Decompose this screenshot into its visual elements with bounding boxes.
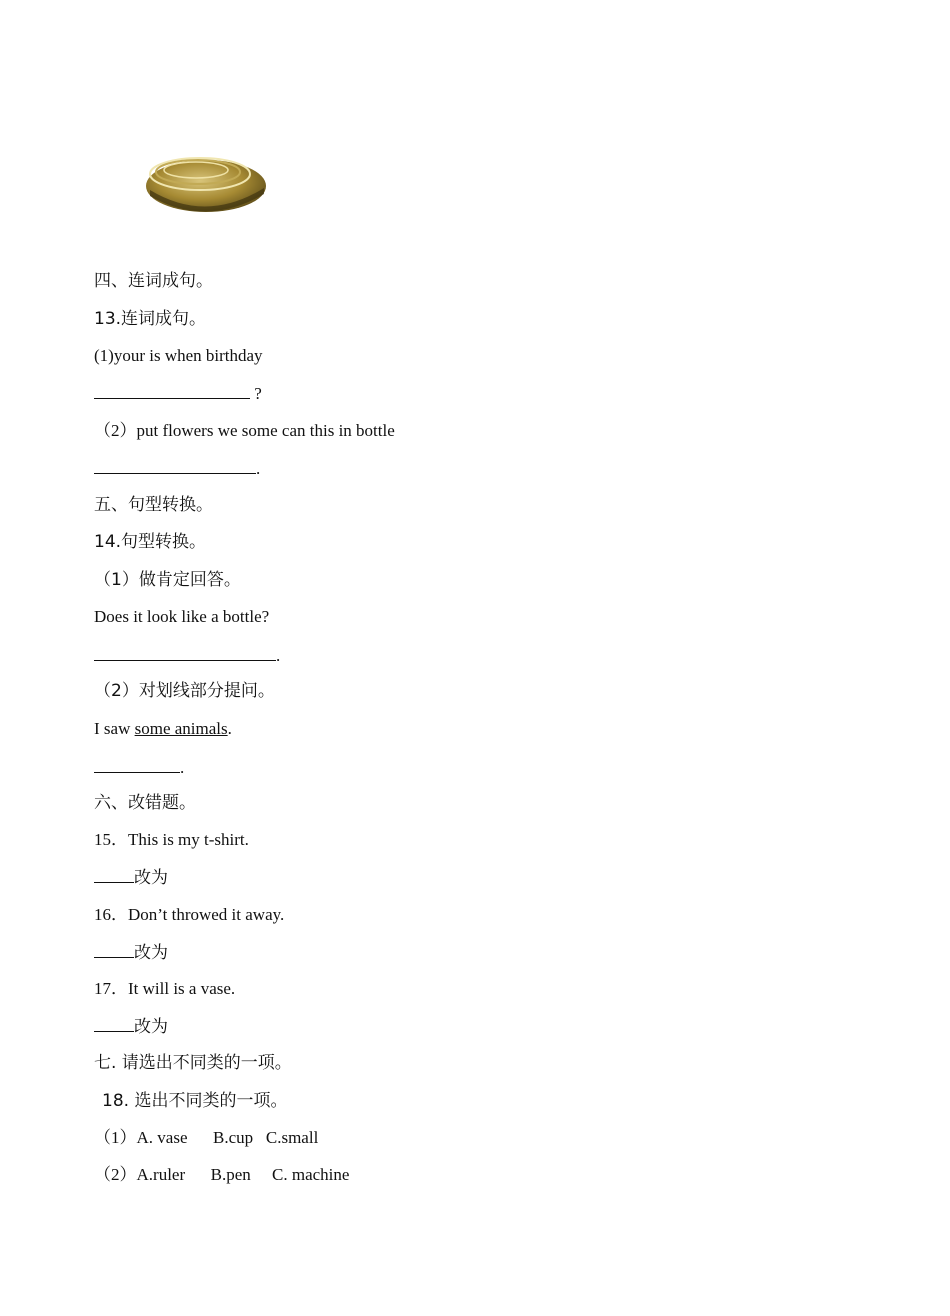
q13-title-text: 13.连词成句。 (94, 309, 207, 329)
q14-title: 14.句型转换。 (94, 532, 207, 552)
correction-label: 改为 (134, 1017, 168, 1037)
answer-blank[interactable] (94, 644, 276, 661)
answer-blank[interactable] (94, 941, 134, 958)
q13-item1-end: ? (250, 384, 262, 403)
section5-heading: 五、句型转换。 (94, 495, 213, 515)
q14-sub2-label: （2）对划线部分提问。 (94, 681, 275, 701)
q18-title-text: 18. 选出不同类的一项。 (102, 1091, 288, 1111)
q14-sub2-end: . (180, 758, 185, 777)
section7-heading: 七. 请选出不同类的一项。 (94, 1053, 292, 1073)
q14-sub2-answer-line (94, 756, 184, 779)
q13-title (94, 308, 206, 330)
q13-item1: (1)your is when birthday (94, 346, 263, 365)
underlined-phrase: some animals (134, 719, 228, 738)
correction-label: 改为 (134, 868, 168, 888)
q14-sub1-sentence: Does it look like a bottle? (94, 607, 270, 626)
section6-heading: 六、改错题。 (94, 793, 196, 813)
answer-blank[interactable] (94, 866, 134, 883)
q17-correction (94, 1015, 168, 1038)
q14-sub1-end: . (276, 646, 281, 665)
q14-sub2-prefix: I saw (94, 719, 135, 738)
answer-blank[interactable] (94, 1015, 134, 1032)
q14-sub1-label: （1）做肯定回答。 (94, 570, 241, 590)
q18-row1: （1）A. vase B.cup C.small (94, 1128, 319, 1147)
q14-sub1-answer-line (94, 644, 280, 667)
q16: 16．Don’t throwed it away. (94, 905, 285, 924)
q13-item2-end: . (256, 459, 261, 478)
q13-item2-answer-line (94, 457, 260, 480)
q13-item1-answer-line (94, 382, 262, 405)
q14-sub2-sentence (94, 718, 232, 740)
q14-sub2-suffix: . (227, 719, 232, 738)
q15: 15．This is my t-shirt. (94, 830, 249, 849)
correction-label: 改为 (134, 943, 168, 963)
answer-blank[interactable] (94, 382, 250, 399)
q17: 17．It will is a vase. (94, 979, 236, 998)
q18-row2: （2）A.ruler B.pen C. machine (94, 1165, 350, 1184)
answer-blank[interactable] (94, 756, 180, 773)
q15-correction (94, 866, 168, 889)
basket-tray-image (140, 138, 272, 220)
q13-item2: （2）put flowers we some can this in bottle (94, 421, 395, 440)
section4-heading: 四、连词成句。 (94, 271, 213, 291)
answer-blank[interactable] (94, 457, 256, 474)
q18-title (102, 1090, 287, 1112)
q16-correction (94, 941, 168, 964)
